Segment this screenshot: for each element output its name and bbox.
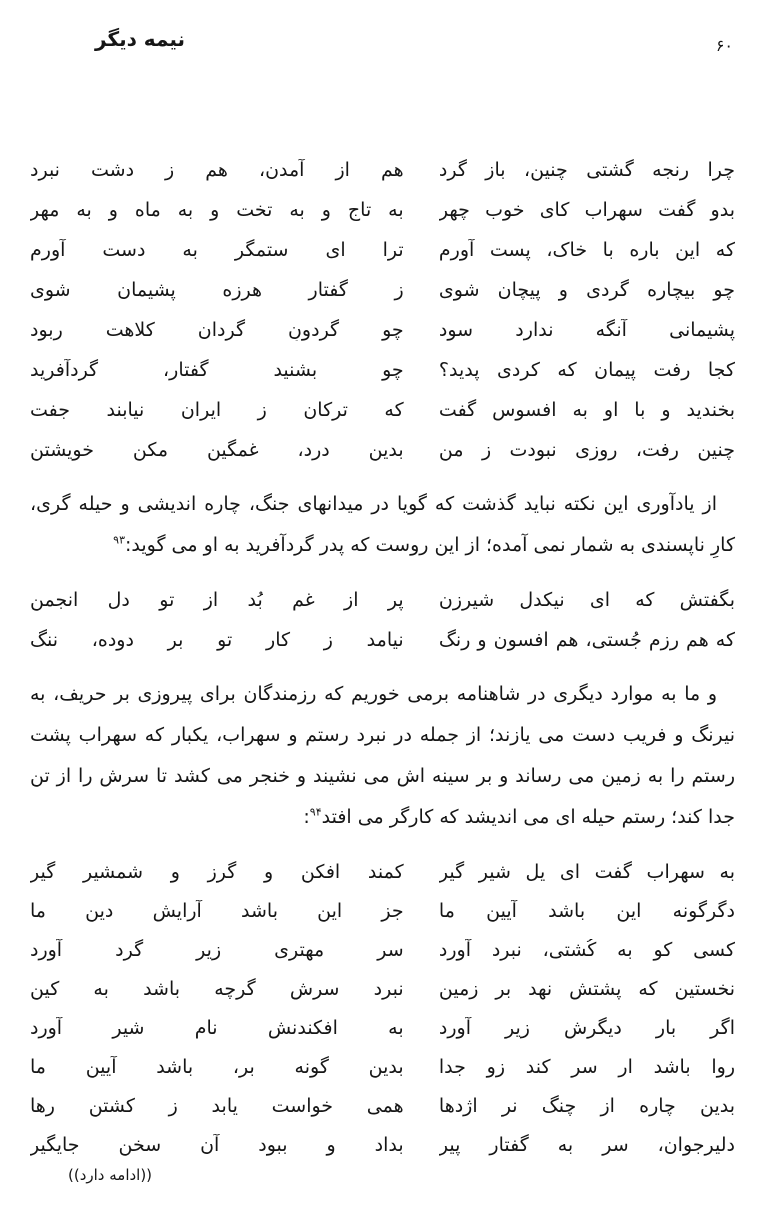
couplet <box>30 190 735 230</box>
couplet <box>30 1047 735 1086</box>
hemistich-left: به افکندنش نام شیر آورد <box>30 1016 404 1039</box>
hemistich-left: به تاج و به تخت و به ماه و به مهر <box>30 199 404 221</box>
hemistich-left: ز گفتار هرزه پشیمان شوی <box>30 279 404 301</box>
hemistich-right: کسی کو به کُشتی، نبرد آورد <box>438 938 735 961</box>
couplet <box>30 310 735 350</box>
hemistich-right: بخندید و با او به افسوس گفت <box>438 399 735 421</box>
hemistich-right: چنین رفت، روزی نبودت ز من <box>438 439 735 461</box>
couplet <box>30 580 735 620</box>
hemistich-left: بدین گونه بر، باشد آیین ما <box>30 1055 404 1078</box>
page-header <box>0 0 761 70</box>
page-number: ۶۰ <box>715 36 733 55</box>
couplet <box>30 930 735 969</box>
hemistich-right: دگرگونه این باشد آیین ما <box>438 899 735 922</box>
footnote-ref-93: ۹۳ <box>113 533 125 547</box>
hemistich-left: نبرد سرش گرچه باشد به کین <box>30 977 404 1000</box>
couplet <box>30 1086 735 1125</box>
couplet <box>30 230 735 270</box>
continuation-note: ((ادامه دارد)) <box>68 1166 153 1184</box>
couplet <box>30 350 735 390</box>
page-footer <box>68 1166 152 1184</box>
couplet <box>30 1008 735 1047</box>
hemistich-right: چرا رنجه گشتی چنین، باز گرد <box>438 159 735 181</box>
verse-block-3 <box>30 852 735 1164</box>
hemistich-left: چو گردونِ گردان کلاهت ربود <box>30 319 404 341</box>
page-content <box>30 150 735 1178</box>
hemistich-right: دلیرجوان، سر به گفتار پیر <box>438 1133 735 1156</box>
hemistich-left: جز این باشد آرایش دین ما <box>30 899 404 922</box>
footnote-ref-94: ۹۴ <box>309 805 322 819</box>
couplet <box>30 891 735 930</box>
hemistich-right: بگفتش که ای نیکدل شیرزن <box>438 589 735 611</box>
hemistich-right: که این باره با خاک، پست آورم <box>438 239 735 261</box>
hemistich-left: بداد و ببود آن سخن جایگیر <box>30 1133 404 1156</box>
hemistich-right: روا باشد ار سر کند زو جدا <box>438 1055 735 1078</box>
couplet <box>30 620 735 660</box>
couplet <box>30 270 735 310</box>
verse-block-2 <box>30 580 735 660</box>
hemistich-right: پشیمانی آنگه ندارد سود <box>438 319 735 341</box>
hemistich-left: همی خواست یابد ز کشتن رها <box>30 1094 404 1117</box>
hemistich-left: که ترکان ز ایران نیابند جفت <box>30 399 404 421</box>
hemistich-left: ترا ای ستمگر به دست آورم <box>30 239 404 261</box>
hemistich-left: هم از آمدن، هم ز دشت نبرد <box>30 159 404 181</box>
hemistich-left: کمند افکن و گرز و شمشیر گیر <box>30 860 404 883</box>
couplet <box>30 390 735 430</box>
couplet <box>30 1125 735 1164</box>
hemistich-right: بدین چاره از چنگ نر اژدها <box>438 1094 735 1117</box>
hemistich-left: نیامد ز کار تو بر دوده، ننگ <box>30 629 404 651</box>
couplet <box>30 150 735 190</box>
prose-suffix: : <box>303 806 310 828</box>
hemistich-left: چو بشنید گفتار، گردآفرید <box>30 359 404 381</box>
hemistich-right: اگر بار دیگرش زیر آورد <box>438 1016 735 1039</box>
prose-text: از یادآوری این نکته نباید گذشت که گویا در میدانهای جنگ، چاره اندیشی و حیله گری، کارِ ناپسندی به شمار نمی آمده؛ از این روست که پدر گردآفرید به او می گوید: <box>30 493 735 556</box>
couplet <box>30 852 735 891</box>
running-title: نیمه دیگر <box>95 27 186 51</box>
hemistich-left: سر مهتری زیر گرد آورد <box>30 938 404 961</box>
prose-paragraph-2 <box>30 674 735 838</box>
hemistich-right: به سهراب گفت ای یل شیر گیر <box>438 860 735 883</box>
hemistich-right: که هم رزم جُستی، هم افسون و رنگ <box>438 629 735 651</box>
prose-text: و ما به موارد دیگری در شاهنامه برمی خوریم که رزمندگان برای پیروزی بر حریف، به نیرنگ و فریب دست می یازند؛ از جمله در نبرد رستم و سهراب، یکبار که سهراب پشت رستم را به زمین می رساند و بر سینه اش می نشیند و خنجر می کشد تا سرش را از تن جدا کند؛ رستم حیله ای می اندیشد که کارگر می افتد <box>30 683 735 828</box>
verse-block-1 <box>30 150 735 470</box>
couplet <box>30 430 735 470</box>
hemistich-right: کجا رفت پیمان که کردی پدید؟ <box>438 359 735 381</box>
couplet <box>30 969 735 1008</box>
hemistich-right: چو بیچاره گردی و پیچان شوی <box>438 279 735 301</box>
hemistich-left: بدین درد، غمگین مکن خویشتن <box>30 439 404 461</box>
prose-paragraph-1 <box>30 484 735 566</box>
hemistich-right: نخستین که پشتش نهد بر زمین <box>438 977 735 1000</box>
hemistich-left: پر از غم بُد از تو دل انجمن <box>30 589 404 611</box>
hemistich-right: بدو گفت سهراب کای خوب چهر <box>438 199 735 221</box>
